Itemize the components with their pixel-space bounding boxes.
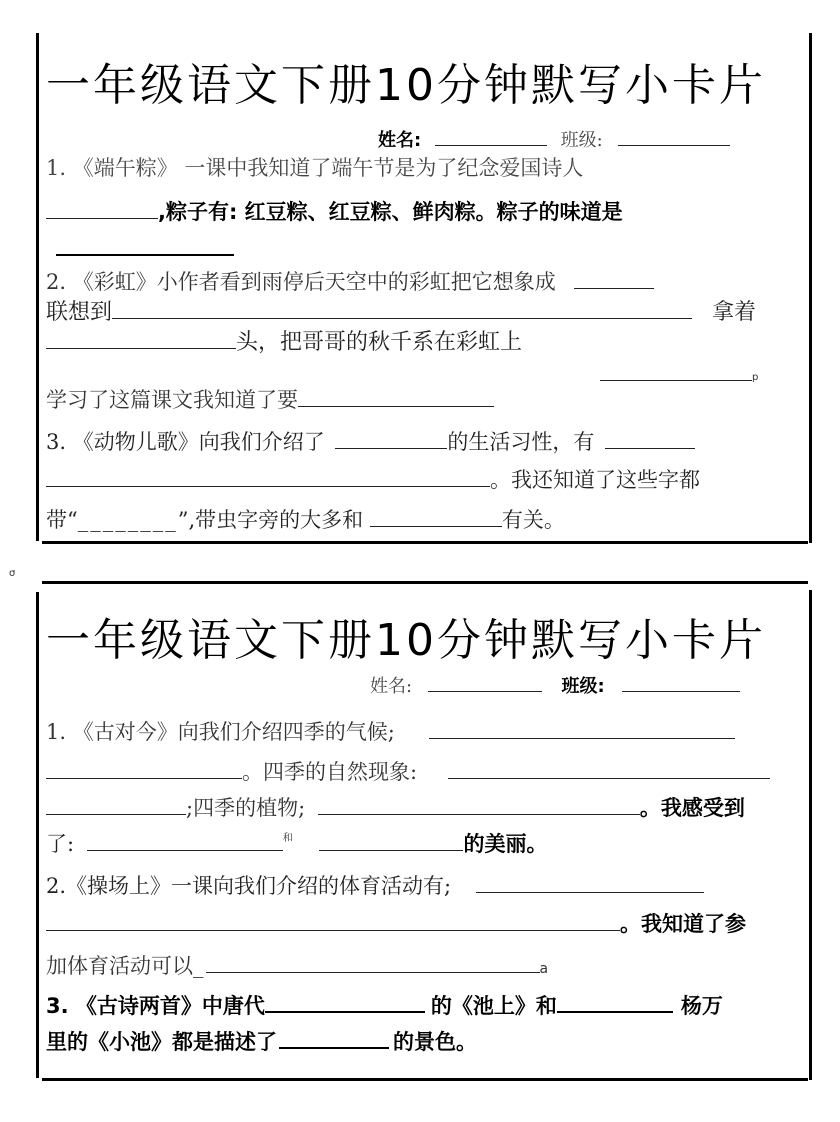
card-1-title: 一年级语文下册10分钟默写小卡片 [46,60,766,111]
q3-blank-radical[interactable]: ________ [77,508,178,532]
c2-q1-line2 [46,762,770,783]
name-field[interactable] [435,144,547,146]
c2-q1-blank-phenomena[interactable] [448,777,770,779]
q3-line3-prefix: 带“ [46,508,78,532]
c2-q3-line1-mid: 的《池上》和 [430,994,557,1018]
q1-blank-poet[interactable] [46,217,158,219]
c2-q1-line3-suffix: 。我感受到 [639,796,745,820]
c2-q3-line2-suffix: 的景色。 [393,1030,477,1054]
q1-line1: 1. 《端午粽》 一课中我知道了端午节是为了纪念爱国诗人 [46,156,584,180]
c2-q3-line2-prefix: 里的《小池》都是描述了 [46,1030,277,1054]
c2-q1-line4-prefix: 了: [46,832,75,856]
q2-stray-mark: p [752,372,759,383]
c2-q2-blank-activities[interactable] [476,891,704,893]
q2-line3-text: 头，把哥哥的秋千系在彩虹上 [236,330,523,355]
class-label: 班级: [561,676,605,697]
card-2-right-border [809,590,812,1080]
q2-line4-text: 学习了这篇课文我知道了要 [46,388,298,412]
c2-q2-line2-text: 。我知道了参 [620,912,746,936]
c2-q3-blank-poet-1[interactable] [265,1010,425,1013]
class-field[interactable] [622,690,740,692]
q3-line1-mid: 的生活习性，有 [447,430,595,454]
q2-line2-suffix: 拿着 [712,300,757,325]
c2-q1-line3 [46,798,745,819]
card-1-name-row [378,126,730,152]
c2-q3-blank-season[interactable] [279,1046,389,1049]
card-2-name-row [370,672,740,698]
c2-q1-blank-plants[interactable] [318,813,640,815]
c2-q3-line1-prefix: 3. 《古诗两首》中唐代 [46,994,265,1018]
q2-blank-imagine[interactable] [574,287,654,289]
q1-line2-text: ,粽子有: 红豆粽、红豆粽、鲜肉粽。粽子的味道是 [158,200,623,224]
q3-blank-have[interactable] [605,447,695,449]
q1-line2 [46,202,623,223]
name-label: 姓名: [370,676,413,697]
q3-blank-related[interactable] [370,525,502,527]
q3-line3-suffix: 有关。 [501,508,565,532]
q3-line2-text: 。我还知道了这些字都 [490,468,700,492]
c2-q1-line1 [46,722,735,743]
q2-line1 [46,272,654,293]
c2-q2-line2 [46,914,746,935]
c2-q2-stray-mark: a [539,961,549,977]
q2-line2-prefix: 联想到 [46,300,113,325]
q3-blank-animals[interactable] [335,447,447,449]
q2-line1-text: 2. 《彩虹》小作者看到雨停后天空中的彩虹把它想象成 [46,270,556,294]
card-2-top-border [42,581,808,584]
card-1-left-border [36,33,39,541]
separator-mark: σ [9,568,16,579]
c2-q1-blank-climate-cont[interactable] [46,777,242,779]
q2-line2 [46,302,756,324]
c2-q2-line3 [46,956,548,977]
q3-line1 [46,432,695,453]
class-field[interactable] [618,144,730,146]
c2-q2-blank-activities-cont[interactable] [46,929,620,931]
c2-q3-line2 [46,1032,477,1053]
q2-line3 [46,332,522,354]
q3-line2 [46,470,700,491]
q1-blank-taste[interactable] [56,254,234,256]
q3-line3 [46,510,565,531]
c2-q3-line1 [46,996,723,1017]
q2-blank-object[interactable] [46,347,236,349]
q2-blank-associate[interactable] [112,317,692,319]
c2-q1-blank-climate[interactable] [429,737,735,739]
c2-q1-blank-phenomena-cont[interactable] [46,813,186,815]
c2-q2-line3-text: 加体育活动可以_ [46,954,204,978]
c2-q1-blank-feel-1[interactable] [87,849,283,851]
c2-q1-line3-text: ;四季的植物; [186,796,306,820]
name-label: 姓名: [378,130,422,151]
q2-stray-line[interactable] [600,380,752,381]
class-label: 班级: [560,130,603,151]
q3-line3-mid: ”,带虫字旁的大多和 [177,508,364,532]
c2-q1-line2-text: 。四季的自然现象: [242,760,418,784]
card-2-bottom-border [42,1078,808,1081]
card-2-left-border [36,592,39,1078]
q2-line4 [46,390,494,411]
c2-q1-line4-suffix: 的美丽。 [463,832,548,856]
q3-blank-long[interactable] [46,485,490,487]
card-2-title: 一年级语文下册10分钟默写小卡片 [46,615,766,666]
c2-q1-blank-feel-2[interactable] [319,849,463,851]
card-1-bottom-border [42,541,808,544]
c2-q2-blank-benefit[interactable] [206,971,540,973]
name-field[interactable] [428,690,542,692]
c2-q3-blank-poet-2[interactable] [557,1010,673,1013]
c2-q2-line1-text: 2.《操场上》一课向我们介绍的体育活动有; [46,874,452,898]
q2-blank-learn[interactable] [298,405,494,407]
c2-q1-line1-text: 1. 《古对今》向我们介绍四季的气候; [46,720,395,744]
c2-q3-line1-suffix: 杨万 [680,994,723,1018]
c2-q1-line4 [46,834,547,855]
q3-line1-prefix: 3. 《动物儿歌》向我们介绍了 [46,430,325,454]
c2-q2-line1 [46,876,704,897]
c2-q1-and-mark: 和 [282,833,293,844]
card-1-right-border [809,33,812,543]
